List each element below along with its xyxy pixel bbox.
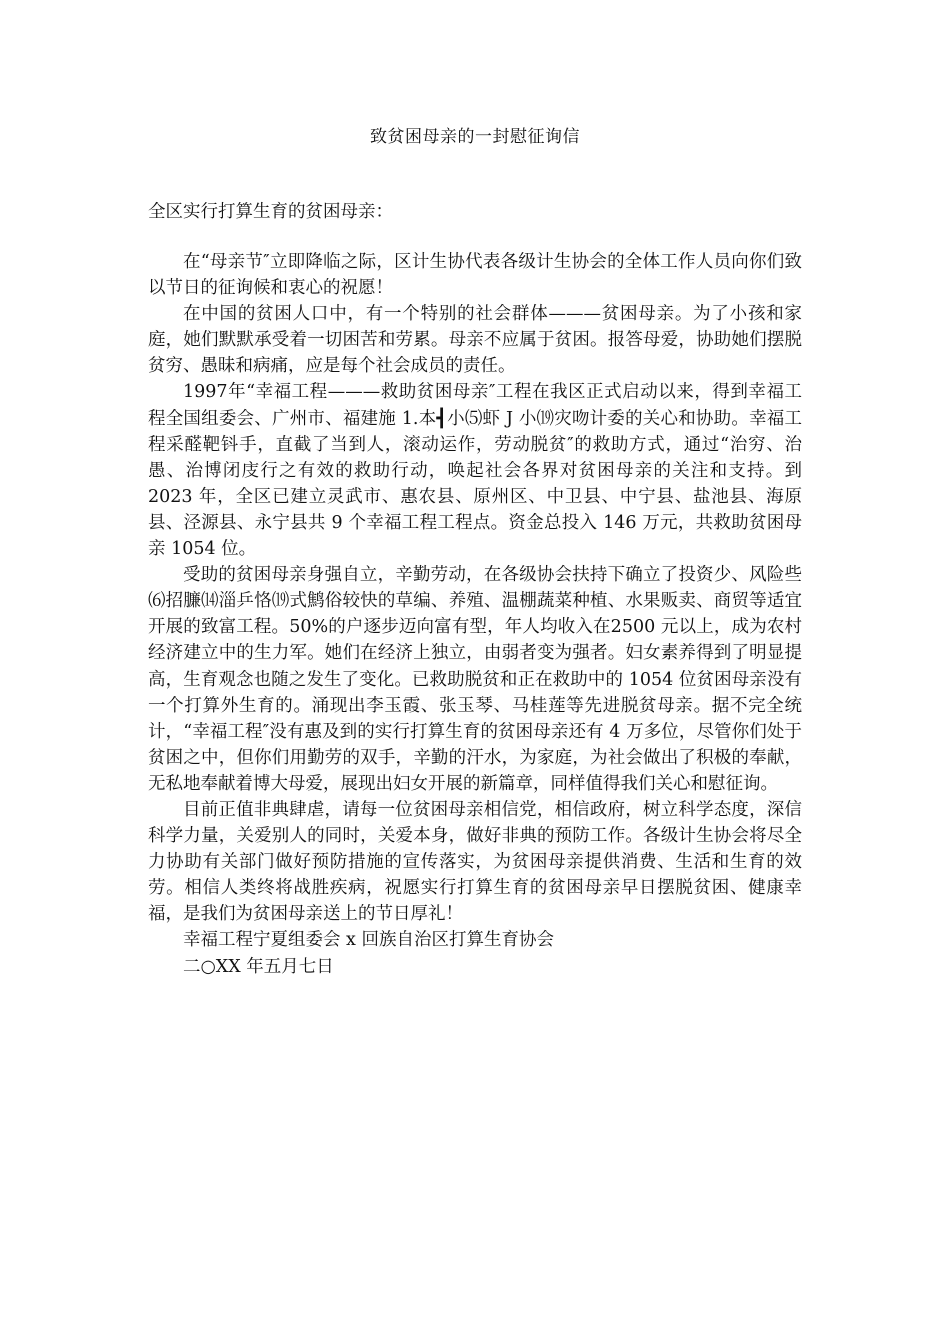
salutation: 全区实行打算生育的贫困母亲：	[148, 202, 393, 222]
signature-date: 二○XX 年五月七日	[183, 956, 334, 977]
paragraph-background: 在中国的贫困人口中，有一个特别的社会群体———贫困母亲。为了小孩和家庭，她们默默承受着一切困苦和劳累。母亲不应属于贫困。报答母爱，协助她们摆脱贫穷、愚昧和病痛，应是每个社会成员的责任。	[148, 304, 802, 377]
document-title: 致贫困母亲的一封慰征询信	[370, 127, 580, 147]
paragraph-wishes: 目前正值非典肆虐，请每一位贫困母亲相信党，相信政府，树立科学态度，深信科学力量，关爱别人的同时，关爱本身，做好非典的预防工作。各级计生协会将尽全力协助有关部门做好预防措施的宣传落实，为贫困母亲提供消费、生活和生育的效劳。相信人类终将战胜疾病，祝愿实行打算生育的贫困母亲早日摆脱贫困、健康幸福，是我们为贫困母亲送上的节日厚礼！	[148, 799, 802, 925]
paragraph-project-history: 1997年“幸福工程———救助贫困母亲″工程在我区正式启动以来，得到幸福工程全国组委会、广州市、福建施 1.本┫小⑸虾 J 小⒆灾吻计委的关心和协助。幸福工程采醛靶钭手，直截了当到人，滚动运作，劳动脱贫″的救助方式，通过“治穷、治愚、治博闭庋行之有效的救助行动，唤起社会各界对贫困母亲的关注和支持。到 2023 年，全区已建立灵武市、惠农县、原州区、中卫县、中宁县、盐池县、海原县、泾源县、永宁县共 9 个幸福工程工程点。资金总投入 146 万元，共救助贫困母亲 1054 位。	[148, 382, 802, 560]
letter-body	[148, 249, 802, 980]
signature-organizations: 幸福工程宁夏组委会 x 回族自治区打算生育协会	[183, 930, 554, 951]
paragraph-greeting: 在“母亲节″立即降临之际，区计生协代表各级计生协会的全体工作人员向你们致以节日的征询候和衷心的祝愿！	[148, 252, 802, 299]
paragraph-achievements: 受助的贫困母亲身强自立，辛勤劳动，在各级协会扶持下确立了投资少、风险些⑹招臁⒁淄乒恪⒆式鹪俗较快的草编、养殖、温棚蔬菜种植、水果贩卖、商贸等适宜开展的致富工程。50%的户逐步迈向富有型，年人均收入在2500 元以上，成为农村经济建立中的生力军。她们在经济上独立，由弱者变为强者。妇女素养得到了明显提高，生育观念也随之发生了变化。已救助脱贫和正在救助中的 1054 位贫困母亲没有一个打算外生育的。涌现出李玉霞、张玉琴、马桂莲等先进脱贫母亲。据不完全统计，“幸福工程″没有惠及到的实行打算生育的贫困母亲还有 4 万多位，尽管你们处于贫困之中，但你们用勤劳的双手，辛勤的汗水，为家庭，为社会做出了积极的奉献，无私地奉献着博大母爱，展现出妇女开展的新篇章，同样值得我们关心和慰征询。	[148, 565, 802, 794]
